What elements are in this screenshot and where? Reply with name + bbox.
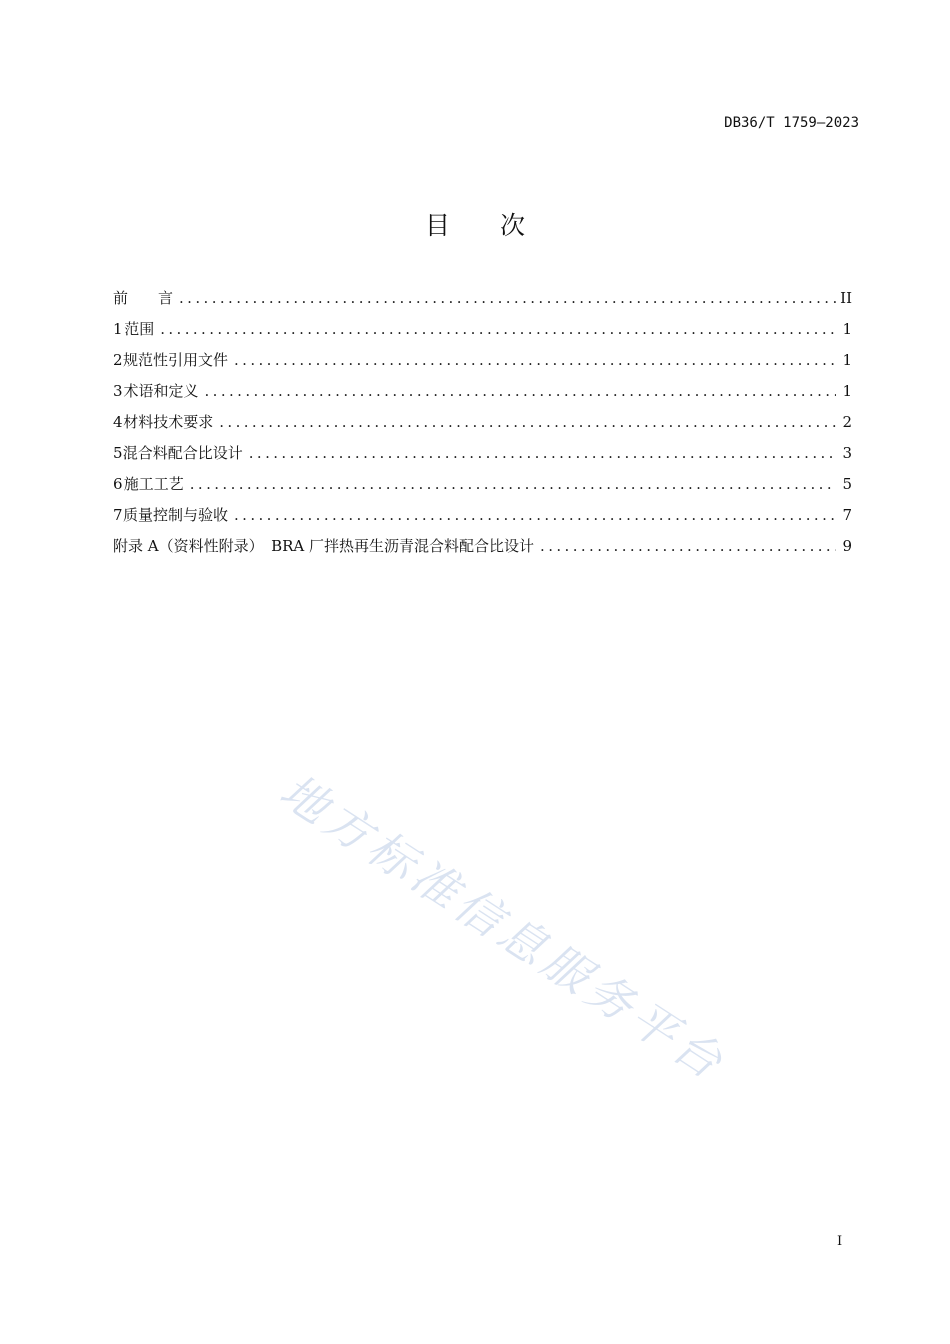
toc-entry-page: 2 xyxy=(842,413,852,431)
watermark-text: 地方标准信息服务平台 xyxy=(270,763,737,1092)
page-number: I xyxy=(837,1234,843,1249)
toc-entry-page: 5 xyxy=(842,475,852,493)
toc-leader-dots xyxy=(219,411,836,433)
toc-entry-label: 规范性引用文件 xyxy=(122,351,228,369)
toc-leader-dots xyxy=(234,349,836,371)
document-code: DB36/T 1759—2023 xyxy=(724,115,859,131)
toc-entry-scope[interactable] xyxy=(113,318,852,349)
toc-entry-appendix-a[interactable] xyxy=(113,535,852,566)
toc-entry-number: 1 xyxy=(113,320,123,338)
toc-entry-page: 9 xyxy=(842,537,852,555)
toc-leader-dots xyxy=(179,287,836,309)
toc-entry-page: 3 xyxy=(842,444,852,462)
toc-leader-dots xyxy=(234,504,836,526)
toc-entry-label: 施工工艺 xyxy=(123,475,184,493)
toc-leader-dots xyxy=(249,442,836,464)
toc-entry-number: 4 xyxy=(113,413,123,431)
toc-entry-label: 附录 A（资料性附录） BRA 厂拌热再生沥青混合料配合比设计 xyxy=(113,537,535,555)
toc-title xyxy=(0,206,950,242)
toc-title-char-1: 目 xyxy=(424,211,450,240)
toc-leader-dots xyxy=(160,318,836,340)
toc-leader-dots xyxy=(540,535,836,557)
toc-entry-construction-process[interactable] xyxy=(113,473,852,504)
toc-entry-material-requirements[interactable] xyxy=(113,411,852,442)
toc-entry-label: 前 言 xyxy=(113,289,174,307)
toc-entry-label: 术语和定义 xyxy=(123,382,199,400)
toc-entry-normative-references[interactable] xyxy=(113,349,852,380)
toc-leader-dots xyxy=(190,473,836,495)
toc-entry-label: 混合料配合比设计 xyxy=(122,444,243,462)
table-of-contents xyxy=(113,287,852,566)
toc-entry-number: 6 xyxy=(113,475,123,493)
toc-entry-quality-control[interactable] xyxy=(113,504,852,535)
toc-entry-page: 1 xyxy=(842,320,852,338)
toc-entry-label: 范围 xyxy=(124,320,155,338)
toc-entry-page: II xyxy=(840,289,852,307)
toc-entry-number: 7 xyxy=(113,506,123,524)
toc-leader-dots xyxy=(204,380,836,402)
toc-title-char-2: 次 xyxy=(500,211,526,240)
toc-entry-label: 质量控制与验收 xyxy=(122,506,228,524)
toc-entry-number: 5 xyxy=(113,444,123,462)
toc-entry-label: 材料技术要求 xyxy=(123,413,214,431)
toc-entry-page: 1 xyxy=(842,351,852,369)
toc-entry-page: 1 xyxy=(842,382,852,400)
toc-entry-terms-definitions[interactable] xyxy=(113,380,852,411)
toc-entry-number: 2 xyxy=(113,351,123,369)
toc-entry-foreword[interactable] xyxy=(113,287,852,318)
toc-entry-page: 7 xyxy=(842,506,852,524)
toc-entry-number: 3 xyxy=(113,382,123,400)
toc-entry-mix-design[interactable] xyxy=(113,442,852,473)
